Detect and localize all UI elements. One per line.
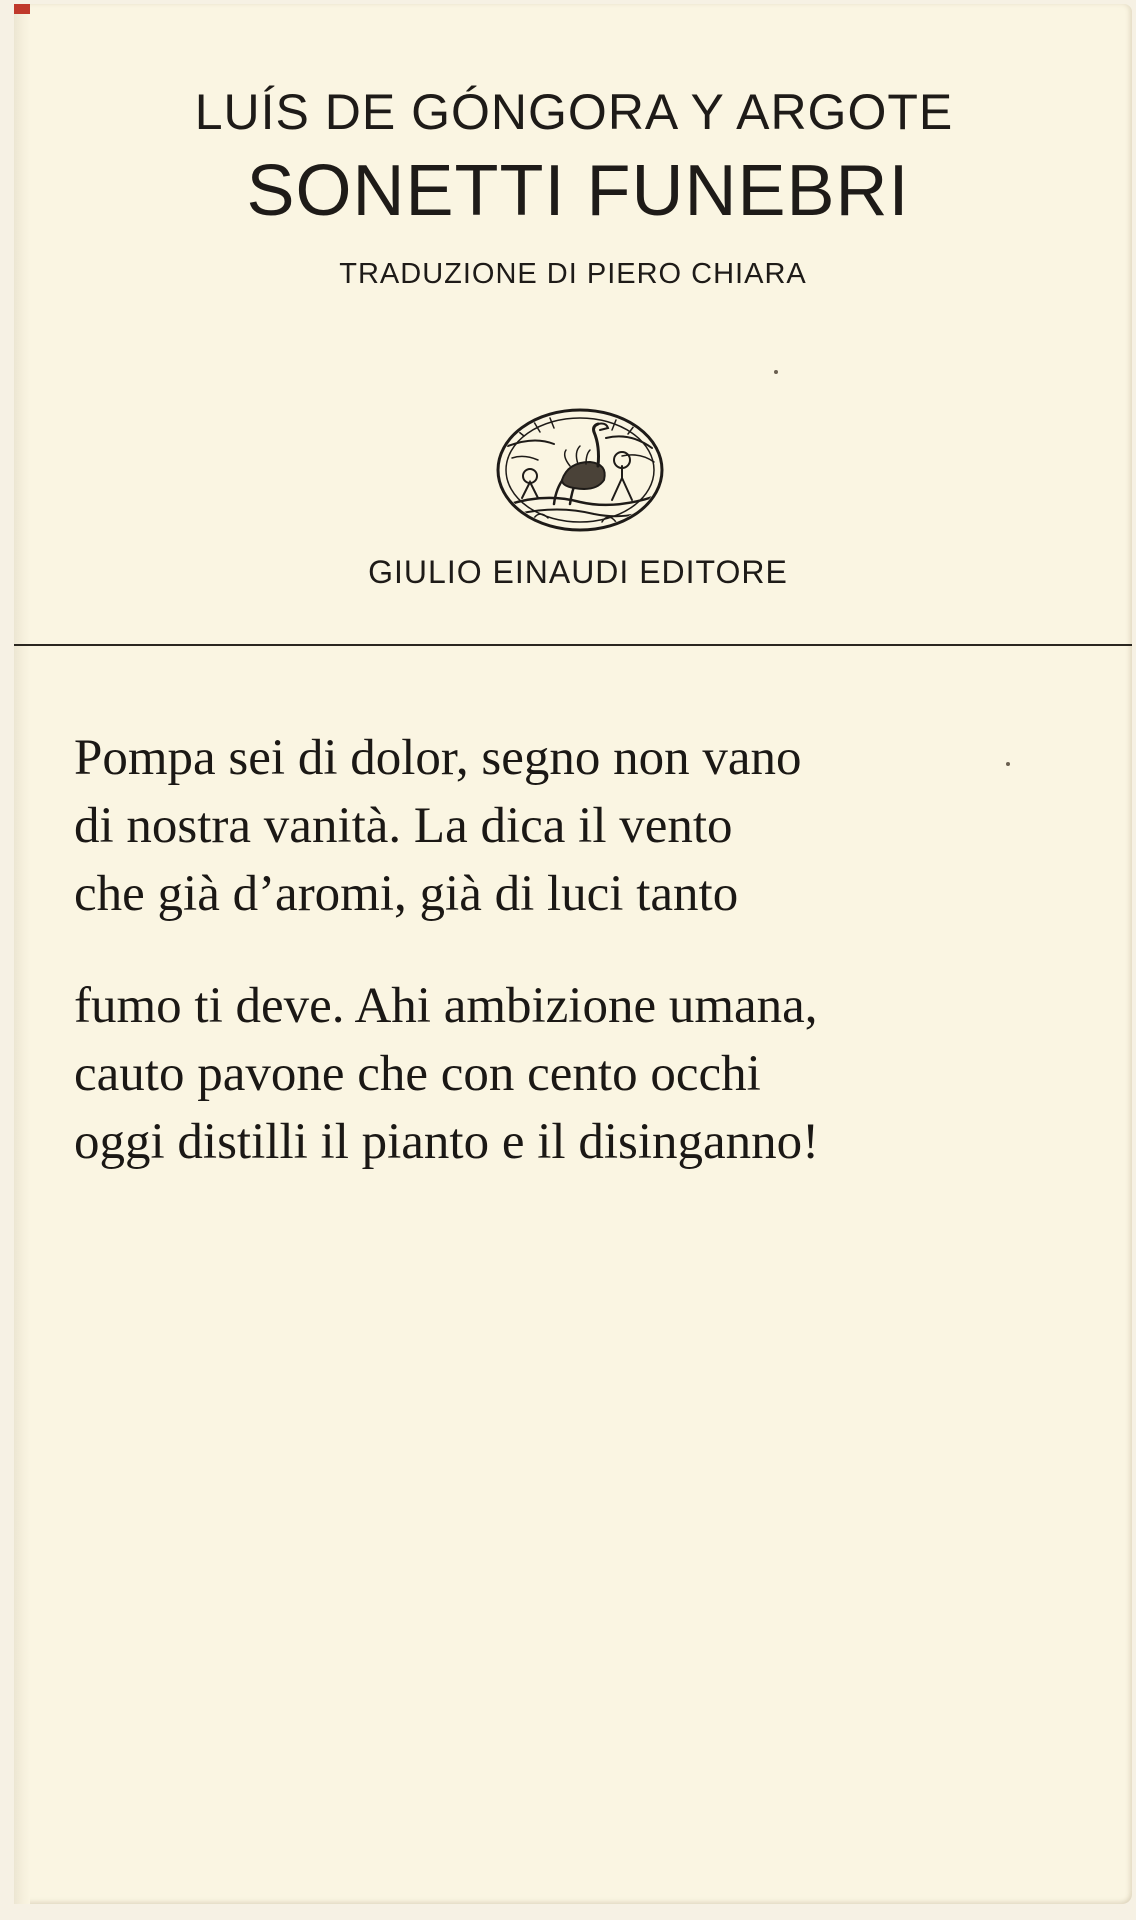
stanza-1 [74, 724, 1094, 928]
stanza-2 [74, 972, 1094, 1176]
publisher-name: GIULIO EINAUDI EDITORE [368, 554, 788, 590]
poem-excerpt [74, 724, 1094, 1176]
book-title: SONETTI FUNEBRI [246, 151, 910, 231]
verse-line: Pompa sei di dolor, segno non vano [74, 730, 802, 786]
red-corner-mark [14, 4, 30, 14]
verse-line: oggi distilli il pianto e il disinganno! [74, 1114, 820, 1170]
einaudi-ostrich-emblem-icon [494, 406, 666, 534]
translator-credit: TRADUZIONE DI PIERO CHIARA [339, 258, 807, 290]
paper-speck [1006, 762, 1010, 766]
author-name: LUÍS DE GÓNGORA Y ARGOTE [194, 84, 954, 140]
horizontal-rule [14, 644, 1132, 646]
verse-line: che già d’aromi, già di luci tanto [74, 866, 739, 922]
paper-speck [774, 370, 778, 374]
cover-header [14, 80, 1132, 294]
verse-line: cauto pavone che con cento occhi [74, 1046, 761, 1102]
verse-line: fumo ti deve. Ahi ambizione umana, [74, 978, 818, 1034]
verse-line: di nostra vanità. La dica il vento [74, 798, 733, 854]
